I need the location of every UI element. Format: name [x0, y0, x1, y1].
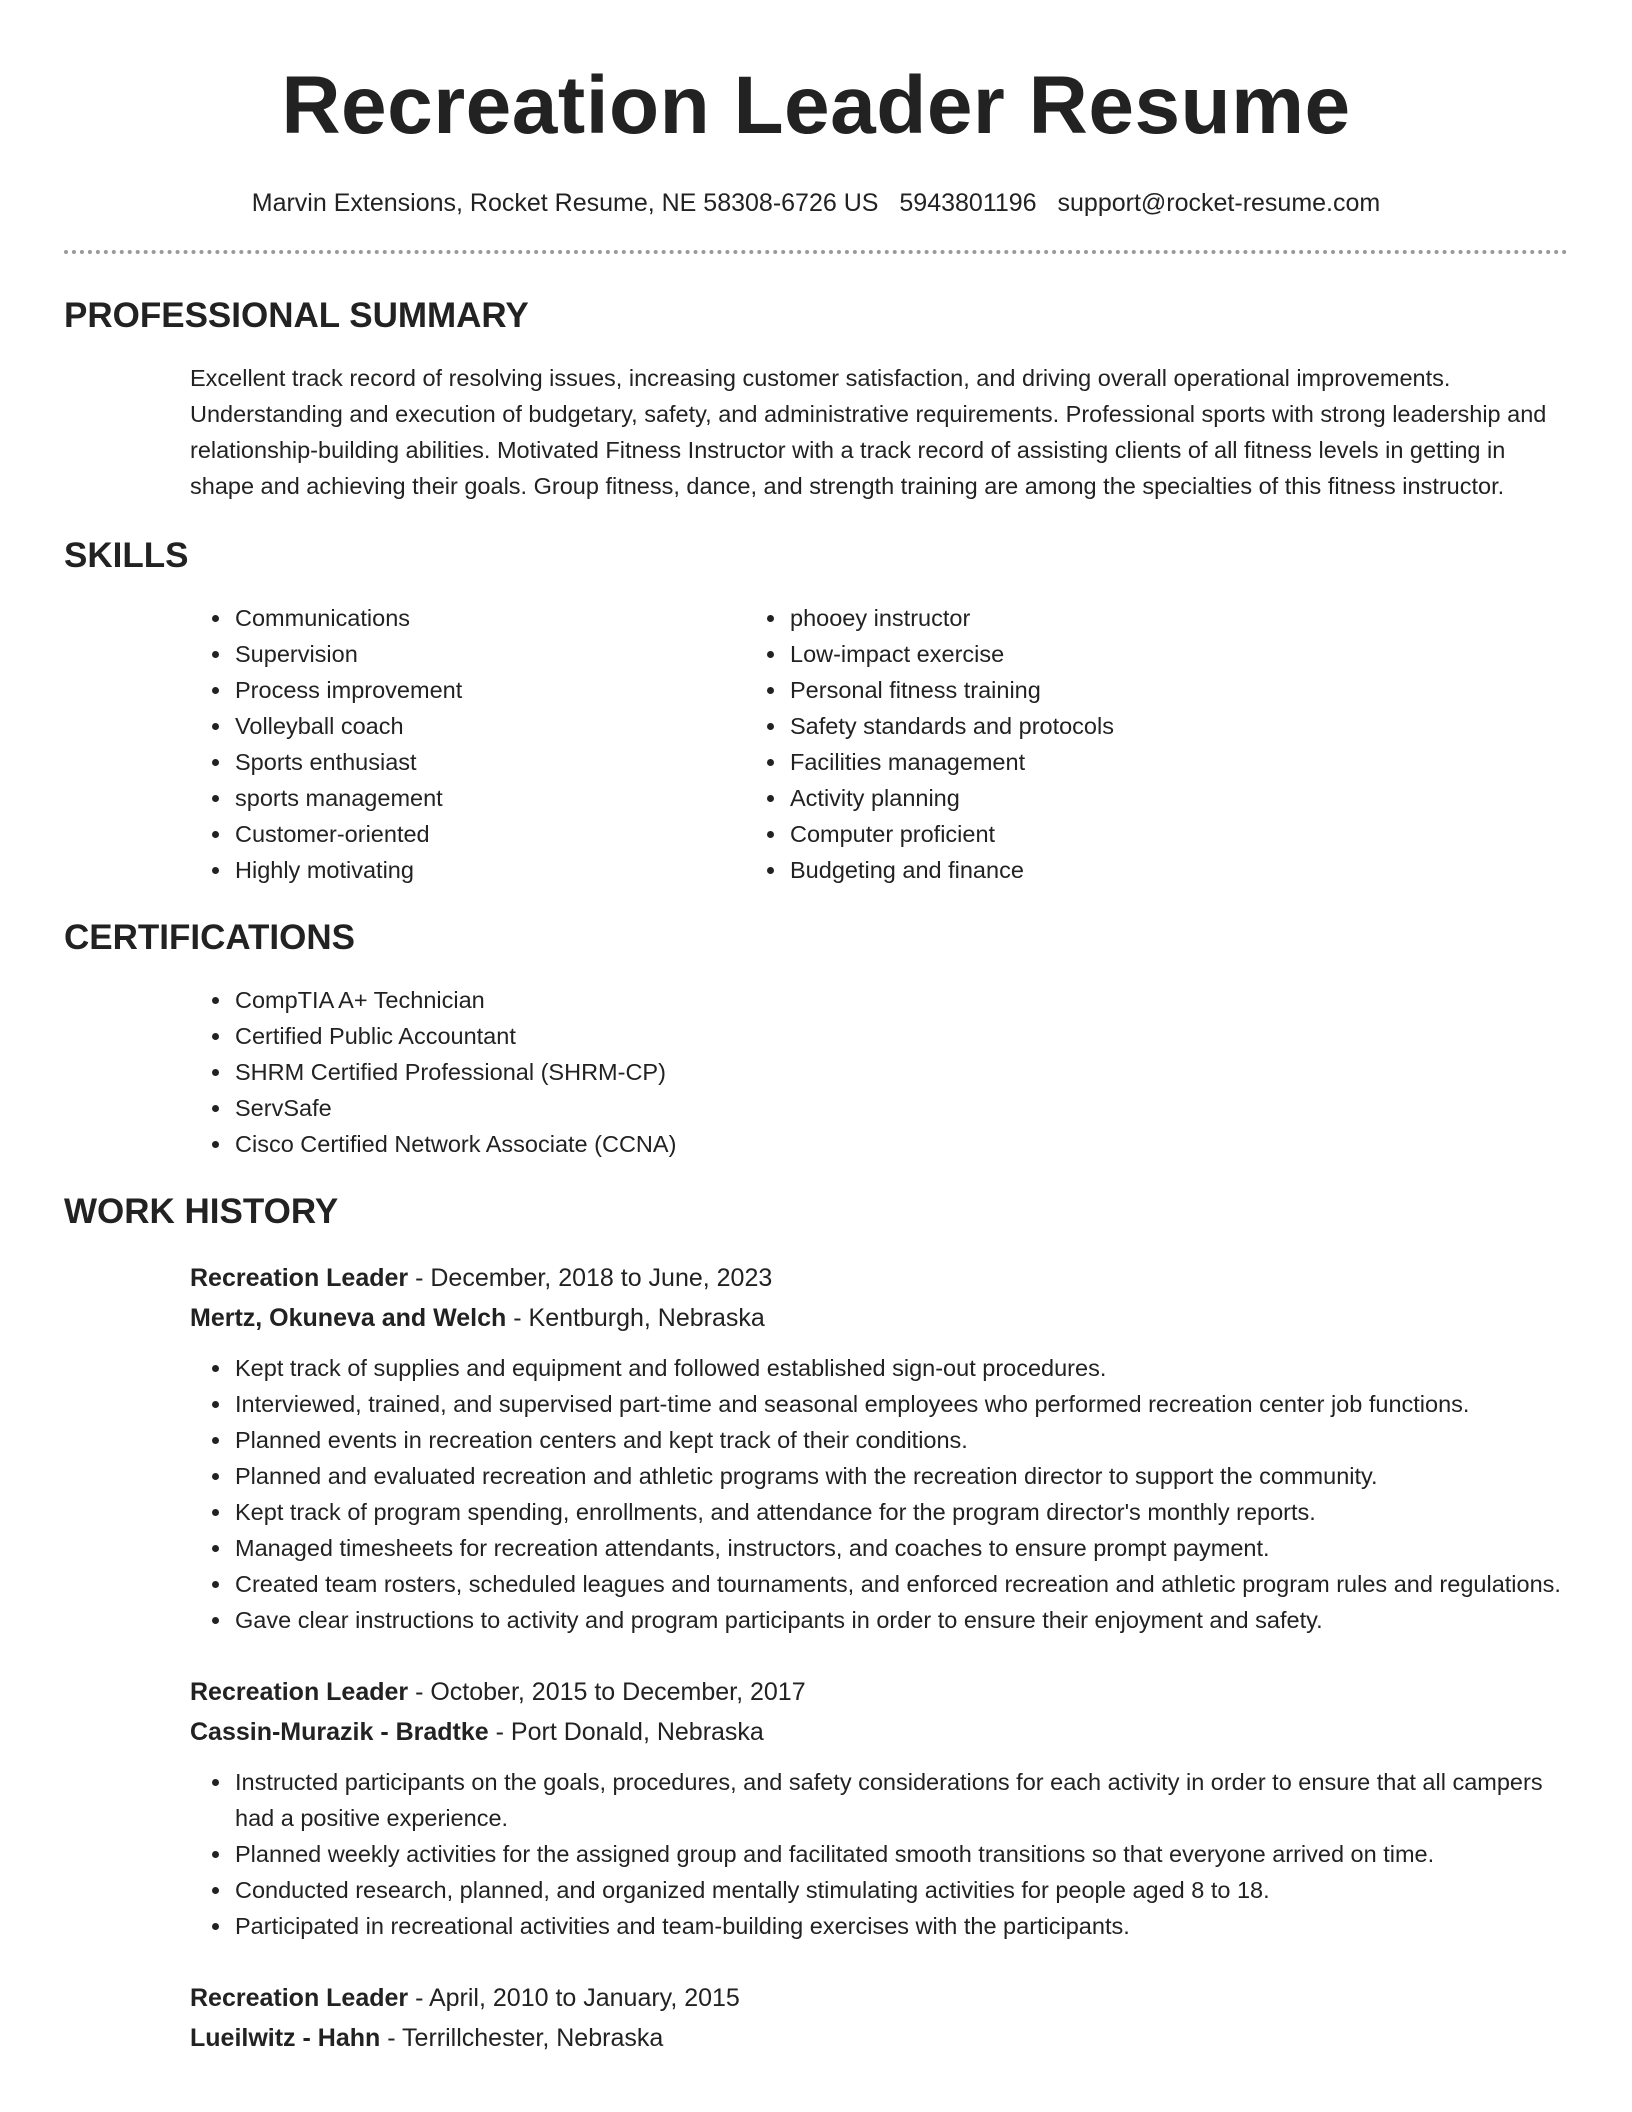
job-duty: • Participated in recreational activities and team-building exercises with the participants. — [233, 1908, 1568, 1944]
job-role: Recreation Leader — [190, 1678, 409, 1706]
certifications-list — [64, 982, 1568, 1162]
job-company-line — [190, 2018, 1568, 2058]
job-duty: • Kept track of supplies and equipment and followed established sign-out procedures. — [233, 1350, 1568, 1386]
job-duties-list — [190, 1764, 1568, 1944]
job-duty: • Instructed participants on the goals, procedures, and safety considerations for each activity in order to ensure that all campers had a positive experience. — [233, 1764, 1568, 1836]
job-company-line — [190, 1712, 1568, 1752]
job-title-line — [190, 1672, 1568, 1712]
skill-item: • Safety standards and protocols — [788, 708, 1488, 744]
job-entry — [190, 1258, 1568, 1638]
skills-section — [64, 534, 1568, 888]
skill-item: • Customer-oriented — [233, 816, 744, 852]
summary-text: Excellent track record of resolving issues, increasing customer satisfaction, and driving overall operational improvements. Understanding and execution of budgetary, safety, and administrative requirements. Professional sports with strong leadership and relationship-building abilities. Motivated Fitness Instructor with a track record of assisting clients of all fitness levels in getting in shape and achieving their goals. Group fitness, dance, and strength training are among the specialties of this fitness instructor. — [190, 365, 1547, 499]
certification-item: • CompTIA A+ Technician — [233, 982, 1568, 1018]
job-duty: • Planned events in recreation centers and kept track of their conditions. — [233, 1422, 1568, 1458]
skill-item: • sports management — [233, 780, 744, 816]
job-role: Recreation Leader — [190, 1264, 409, 1292]
certification-item: • Certified Public Accountant — [233, 1018, 1568, 1054]
skills-list-right — [744, 600, 1488, 888]
skill-item: • Budgeting and finance — [788, 852, 1488, 888]
job-duty: • Gave clear instructions to activity and program participants in order to ensure their enjoyment and safety. — [233, 1602, 1568, 1638]
skills-list-left — [64, 600, 744, 888]
work-history-heading: WORK HISTORY — [64, 1192, 339, 1231]
job-duty: • Kept track of program spending, enrollments, and attendance for the program director's monthly reports. — [233, 1494, 1568, 1530]
skill-item: • Volleyball coach — [233, 708, 744, 744]
job-role: Recreation Leader — [190, 1984, 409, 2012]
skill-item: • Facilities management — [788, 744, 1488, 780]
job-duty: • Interviewed, trained, and supervised part-time and seasonal employees who performed recreation center job functions. — [233, 1386, 1568, 1422]
job-duties-list — [190, 1350, 1568, 1638]
work-history-section — [64, 1190, 1568, 2058]
summary-section — [64, 294, 1568, 504]
job-entry — [190, 1672, 1568, 1944]
job-duty: • Managed timesheets for recreation attendants, instructors, and coaches to ensure prompt payment. — [233, 1530, 1568, 1566]
certification-item: • ServSafe — [233, 1090, 1568, 1126]
skill-item: • Activity planning — [788, 780, 1488, 816]
job-company: Mertz, Okuneva and Welch — [190, 1304, 507, 1332]
job-duty: • Planned and evaluated recreation and athletic programs with the recreation director to support the community. — [233, 1458, 1568, 1494]
contact-address: Marvin Extensions, Rocket Resume, NE 58308-6726 US — [251, 189, 879, 217]
skill-item: • Communications — [233, 600, 744, 636]
resume-page — [64, 0, 1568, 2058]
skill-item: • Supervision — [233, 636, 744, 672]
contact-email: support@rocket-resume.com — [1057, 189, 1381, 217]
skills-columns — [64, 600, 1568, 888]
job-duty: • Planned weekly activities for the assigned group and facilitated smooth transitions so that everyone arrived on time. — [233, 1836, 1568, 1872]
job-title-line — [190, 1258, 1568, 1298]
job-dates: - October, 2015 to December, 2017 — [408, 1678, 806, 1706]
summary-heading: PROFESSIONAL SUMMARY — [64, 296, 529, 335]
job-duty: • Conducted research, planned, and organized mentally stimulating activities for people aged 8 to 18. — [233, 1872, 1568, 1908]
skill-item: • phooey instructor — [788, 600, 1488, 636]
skill-item: • Computer proficient — [788, 816, 1488, 852]
skill-item: • Low-impact exercise — [788, 636, 1488, 672]
job-company: Cassin-Murazik - Bradtke — [190, 1718, 489, 1746]
job-title-line — [190, 1978, 1568, 2018]
skill-item: • Personal fitness training — [788, 672, 1488, 708]
job-dates: - April, 2010 to January, 2015 — [408, 1984, 740, 2012]
job-company-line — [190, 1298, 1568, 1338]
job-duty: • Created team rosters, scheduled leagues and tournaments, and enforced recreation and athletic program rules and regulations. — [233, 1566, 1568, 1602]
skill-item: • Process improvement — [233, 672, 744, 708]
job-location: - Terrillchester, Nebraska — [380, 2024, 664, 2052]
certifications-heading: CERTIFICATIONS — [64, 918, 356, 957]
header-divider — [64, 250, 1568, 254]
job-location: - Kentburgh, Nebraska — [506, 1304, 765, 1332]
skills-heading: SKILLS — [64, 536, 189, 575]
job-location: - Port Donald, Nebraska — [488, 1718, 764, 1746]
resume-title: Recreation Leader Resume — [281, 60, 1351, 151]
contact-line — [64, 186, 1568, 220]
job-dates: - December, 2018 to June, 2023 — [408, 1264, 773, 1292]
certification-item: • SHRM Certified Professional (SHRM-CP) — [233, 1054, 1568, 1090]
skill-item: • Highly motivating — [233, 852, 744, 888]
certifications-section — [64, 916, 1568, 1162]
job-company: Lueilwitz - Hahn — [190, 2024, 381, 2052]
contact-phone: 5943801196 — [899, 189, 1037, 217]
certification-item: • Cisco Certified Network Associate (CCNA) — [233, 1126, 1568, 1162]
skill-item: • Sports enthusiast — [233, 744, 744, 780]
job-entry — [190, 1978, 1568, 2058]
